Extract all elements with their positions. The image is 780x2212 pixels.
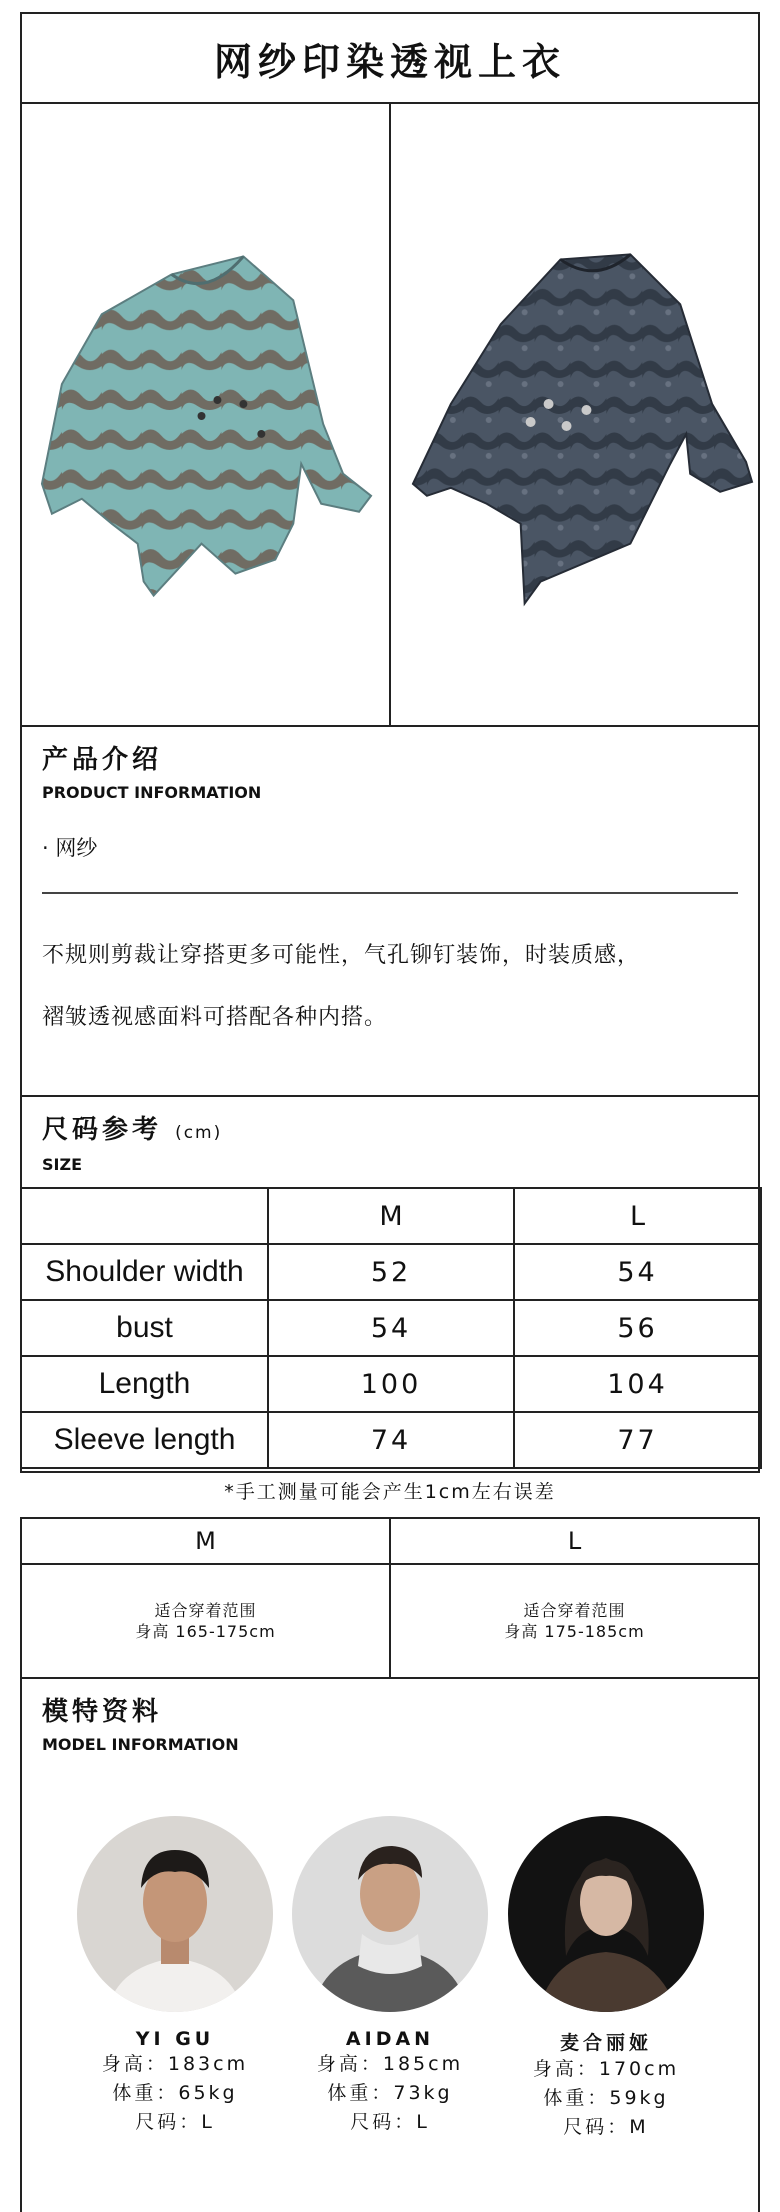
model-card (75, 1816, 275, 2137)
model-card (506, 1816, 706, 2142)
row-label: Sleeve length (21, 1412, 268, 1468)
fit-size-l: L (389, 1519, 758, 1563)
fit-range: 身高 175-185cm (504, 1622, 645, 1641)
fit-size-m: M (195, 1527, 216, 1555)
size-table-header (21, 1188, 761, 1244)
size-value: 104 (514, 1356, 761, 1412)
model-name: AIDAN (345, 2028, 435, 2050)
description-line: 不规则剪裁让穿搭更多可能性，气孔铆钉装饰，时装质感， (42, 943, 641, 968)
size-section (20, 1095, 760, 1473)
product-photo-dark[interactable] (389, 104, 758, 725)
size-value: 74 (268, 1412, 514, 1468)
row-label: bust (21, 1300, 268, 1356)
model-yi-gu-avatar[interactable] (77, 1816, 273, 2012)
size-table (20, 1187, 762, 1469)
fit-label: 适合穿着范围 (523, 1601, 626, 1620)
size-value: 54 (268, 1300, 514, 1356)
table-row (21, 1300, 761, 1356)
size-unit: (cm) (175, 1123, 223, 1143)
model-size: 尺码：L (350, 2111, 430, 2133)
title-banner (20, 12, 760, 104)
fit-cell-m (22, 1565, 389, 1677)
measurement-note: *手工测量可能会产生1cm左右误差 (224, 1481, 556, 1503)
model-height: 身高：183cm (101, 2053, 249, 2075)
fit-header (22, 1519, 758, 1565)
dark-mesh-top-image (391, 104, 758, 725)
model-size: 尺码：M (563, 2116, 649, 2138)
model-info-title: 模特资料 (42, 1697, 163, 1727)
model-mai-he-li-ya-avatar[interactable] (508, 1816, 704, 2012)
page-title: 网纱印染透视上衣 (213, 39, 566, 84)
product-photo-teal[interactable] (22, 104, 389, 725)
material-bullet: · 网纱 (42, 836, 98, 860)
fit-range-section (20, 1517, 760, 1679)
row-label: Length (21, 1356, 268, 1412)
table-row (21, 1356, 761, 1412)
model-aidan-avatar[interactable] (292, 1816, 488, 2012)
model-weight: 体重：65kg (112, 2082, 238, 2104)
table-row (21, 1412, 761, 1468)
fit-range: 身高 165-175cm (135, 1622, 276, 1641)
size-header-cell: L (514, 1188, 761, 1244)
fit-label: 适合穿着范围 (154, 1601, 257, 1620)
fit-body (22, 1565, 758, 1677)
model-card (290, 1816, 490, 2137)
size-header-cell (21, 1188, 268, 1244)
size-title (42, 1109, 222, 1146)
model-height: 身高：185cm (316, 2053, 464, 2075)
teal-mesh-top-image (22, 104, 389, 725)
size-subtitle: SIZE (42, 1155, 83, 1174)
model-size: 尺码：L (135, 2111, 215, 2133)
model-weight: 体重：59kg (543, 2087, 669, 2109)
size-header-cell: M (268, 1188, 514, 1244)
product-photos (20, 102, 760, 727)
model-name: YI GU (135, 2028, 215, 2050)
product-info-section (20, 725, 760, 1097)
model-weight: 体重：73kg (327, 2082, 453, 2104)
description-line: 褶皱透视感面料可搭配各种内搭。 (42, 1005, 388, 1030)
size-value: 77 (514, 1412, 761, 1468)
model-name: 麦合丽娅 (559, 2032, 652, 2054)
size-value: 54 (514, 1244, 761, 1300)
table-row (21, 1244, 761, 1300)
size-value: 52 (268, 1244, 514, 1300)
product-info-title: 产品介绍 (42, 745, 163, 775)
size-title-text: 尺码参考 (42, 1115, 163, 1145)
size-value: 56 (514, 1300, 761, 1356)
product-info-subtitle: PRODUCT INFORMATION (42, 783, 262, 802)
model-height: 身高：170cm (532, 2058, 680, 2080)
divider (42, 892, 738, 894)
row-label: Shoulder width (21, 1244, 268, 1300)
model-info-subtitle: MODEL INFORMATION (42, 1735, 239, 1754)
fit-cell-l (389, 1565, 758, 1677)
model-info-section (20, 1677, 760, 2212)
size-value: 100 (268, 1356, 514, 1412)
product-description (42, 925, 738, 1049)
